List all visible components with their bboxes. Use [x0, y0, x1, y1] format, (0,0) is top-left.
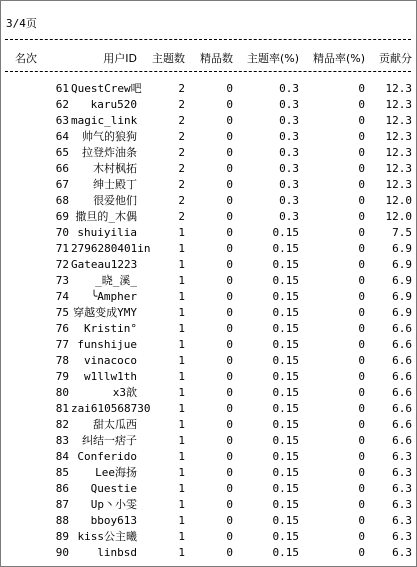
- table-row: [1, 433, 416, 449]
- table-row: [1, 417, 416, 433]
- cell-elite-rate: 0: [358, 242, 365, 255]
- cell-topics: 1: [178, 338, 185, 351]
- cell-score: 12.0: [385, 194, 412, 207]
- cell-topic-rate: 0.15: [272, 498, 299, 511]
- cell-rank: 84: [55, 450, 69, 463]
- table-row: [1, 273, 416, 289]
- cell-elite-rate: 0: [358, 434, 365, 447]
- cell-score: 12.3: [385, 178, 412, 191]
- cell-rank: 73: [55, 274, 69, 287]
- cell-topics: 2: [178, 178, 185, 191]
- cell-elite: 0: [226, 290, 233, 303]
- cell-topics: 1: [178, 514, 185, 527]
- cell-user-id: w1llw1th: [84, 370, 137, 383]
- cell-elite: 0: [226, 450, 233, 463]
- cell-elite: 0: [226, 82, 233, 95]
- cell-topics: 1: [178, 498, 185, 511]
- cell-elite: 0: [226, 210, 233, 223]
- cell-rank: 78: [55, 354, 69, 367]
- cell-topics: 1: [178, 466, 185, 479]
- table-row: [1, 129, 416, 145]
- cell-topic-rate: 0.3: [279, 178, 299, 191]
- cell-user-id: Conferido: [77, 450, 137, 463]
- cell-elite-rate: 0: [358, 482, 365, 495]
- cell-rank: 62: [55, 98, 69, 111]
- table-row: [1, 513, 416, 529]
- cell-rank: 83: [55, 434, 69, 447]
- cell-user-id: 甜太瓜西: [93, 418, 137, 431]
- cell-elite-rate: 0: [358, 194, 365, 207]
- cell-rank: 80: [55, 386, 69, 399]
- cell-elite: 0: [226, 322, 233, 335]
- cell-score: 6.6: [392, 370, 412, 383]
- cell-topics: 2: [178, 162, 185, 175]
- cell-score: 6.3: [392, 482, 412, 495]
- cell-score: 12.3: [385, 98, 412, 111]
- cell-elite: 0: [226, 114, 233, 127]
- cell-topics: 1: [178, 226, 185, 239]
- cell-rank: 87: [55, 498, 69, 511]
- cell-user-id: 拉登炸油条: [82, 146, 137, 159]
- cell-user-id: kiss公主曦: [77, 530, 137, 543]
- cell-score: 6.9: [392, 306, 412, 319]
- cell-topics: 1: [178, 242, 185, 255]
- table-row: [1, 465, 416, 481]
- cell-elite-rate: 0: [358, 210, 365, 223]
- cell-rank: 68: [55, 194, 69, 207]
- table-row: [1, 497, 416, 513]
- cell-elite: 0: [226, 178, 233, 191]
- cell-elite: 0: [226, 498, 233, 511]
- table-row: [1, 449, 416, 465]
- header-elite-rate: 精品率(%): [312, 52, 365, 65]
- cell-user-id: 帅气的狼狗: [82, 130, 137, 143]
- cell-user-id: 木村枫拓: [93, 162, 137, 175]
- cell-elite-rate: 0: [358, 114, 365, 127]
- cell-score: 12.3: [385, 146, 412, 159]
- cell-rank: 71: [55, 242, 69, 255]
- cell-rank: 90: [55, 546, 69, 559]
- cell-topic-rate: 0.15: [272, 306, 299, 319]
- table-row: [1, 241, 416, 257]
- cell-elite: 0: [226, 98, 233, 111]
- cell-topics: 2: [178, 98, 185, 111]
- cell-topics: 2: [178, 210, 185, 223]
- cell-topic-rate: 0.15: [272, 226, 299, 239]
- cell-rank: 89: [55, 530, 69, 543]
- table-row: [1, 337, 416, 353]
- cell-elite-rate: 0: [358, 178, 365, 191]
- cell-score: 12.3: [385, 82, 412, 95]
- cell-topic-rate: 0.15: [272, 434, 299, 447]
- cell-user-id: zai610568730: [71, 402, 151, 415]
- cell-topic-rate: 0.15: [272, 450, 299, 463]
- cell-score: 6.6: [392, 322, 412, 335]
- cell-elite: 0: [226, 370, 233, 383]
- cell-topics: 1: [178, 546, 185, 559]
- table-row: [1, 209, 416, 225]
- table-row: [1, 321, 416, 337]
- cell-elite: 0: [226, 418, 233, 431]
- cell-topic-rate: 0.15: [272, 386, 299, 399]
- cell-topic-rate: 0.15: [272, 402, 299, 415]
- cell-topics: 1: [178, 530, 185, 543]
- cell-user-id: Gateau1223: [71, 258, 138, 271]
- cell-rank: 88: [55, 514, 69, 527]
- cell-user-id: bboy613: [90, 514, 137, 527]
- cell-elite-rate: 0: [358, 82, 365, 95]
- cell-score: 12.3: [385, 114, 412, 127]
- table-row: [1, 81, 416, 97]
- cell-topic-rate: 0.15: [272, 466, 299, 479]
- cell-elite-rate: 0: [358, 306, 365, 319]
- cell-score: 12.3: [385, 162, 412, 175]
- cell-rank: 61: [55, 82, 69, 95]
- cell-elite: 0: [226, 466, 233, 479]
- cell-elite-rate: 0: [358, 498, 365, 511]
- cell-elite: 0: [226, 258, 233, 271]
- cell-elite: 0: [226, 194, 233, 207]
- cell-user-id: shuiyilia: [77, 226, 137, 239]
- cell-elite: 0: [226, 354, 233, 367]
- cell-elite-rate: 0: [358, 130, 365, 143]
- cell-topics: 1: [178, 482, 185, 495]
- cell-topics: 1: [178, 402, 185, 415]
- cell-score: 12.3: [385, 130, 412, 143]
- cell-elite: 0: [226, 226, 233, 239]
- cell-rank: 75: [55, 306, 69, 319]
- table-row: [1, 225, 416, 241]
- table-row: [1, 113, 416, 129]
- cell-topic-rate: 0.15: [272, 338, 299, 351]
- cell-rank: 77: [55, 338, 69, 351]
- cell-rank: 81: [55, 402, 69, 415]
- cell-topic-rate: 0.15: [272, 418, 299, 431]
- cell-topic-rate: 0.3: [279, 114, 299, 127]
- table-row: [1, 529, 416, 545]
- cell-elite-rate: 0: [358, 418, 365, 431]
- cell-elite: 0: [226, 514, 233, 527]
- cell-user-id: Kristin°: [84, 322, 137, 335]
- cell-topic-rate: 0.15: [272, 370, 299, 383]
- cell-elite-rate: 0: [358, 274, 365, 287]
- cell-topics: 1: [178, 354, 185, 367]
- cell-score: 6.6: [392, 386, 412, 399]
- cell-topics: 2: [178, 82, 185, 95]
- cell-score: 6.3: [392, 450, 412, 463]
- cell-elite-rate: 0: [358, 546, 365, 559]
- cell-user-id: 绅士殿丁: [93, 178, 137, 191]
- cell-score: 12.0: [385, 210, 412, 223]
- table-row: [1, 353, 416, 369]
- cell-topic-rate: 0.3: [279, 98, 299, 111]
- table-row: [1, 177, 416, 193]
- cell-rank: 65: [55, 146, 69, 159]
- cell-user-id: funshijue: [77, 338, 137, 351]
- table-row: [1, 385, 416, 401]
- cell-elite: 0: [226, 482, 233, 495]
- cell-topic-rate: 0.15: [272, 242, 299, 255]
- cell-rank: 67: [55, 178, 69, 191]
- header-dashed-rule: [5, 71, 411, 72]
- cell-topic-rate: 0.3: [279, 194, 299, 207]
- cell-user-id: _晓_溪_: [95, 274, 137, 287]
- cell-user-id: linbsd: [97, 546, 137, 559]
- cell-user-id: QuestCrew吧: [71, 82, 142, 95]
- cell-elite: 0: [226, 530, 233, 543]
- cell-elite-rate: 0: [358, 162, 365, 175]
- cell-score: 7.5: [392, 226, 412, 239]
- cell-rank: 66: [55, 162, 69, 175]
- cell-rank: 74: [55, 290, 69, 303]
- table-row: [1, 369, 416, 385]
- cell-elite-rate: 0: [358, 146, 365, 159]
- cell-elite-rate: 0: [358, 322, 365, 335]
- cell-topics: 2: [178, 114, 185, 127]
- page-indicator: 3/4页: [6, 17, 37, 30]
- cell-elite: 0: [226, 386, 233, 399]
- cell-topic-rate: 0.15: [272, 274, 299, 287]
- cell-elite-rate: 0: [358, 370, 365, 383]
- cell-user-id: Up丶小雯: [90, 498, 137, 511]
- cell-topics: 1: [178, 322, 185, 335]
- cell-score: 6.6: [392, 418, 412, 431]
- cell-elite-rate: 0: [358, 450, 365, 463]
- cell-topics: 1: [178, 258, 185, 271]
- header-elite: 精品数: [200, 52, 233, 65]
- cell-elite: 0: [226, 546, 233, 559]
- table-row: [1, 193, 416, 209]
- cell-topic-rate: 0.15: [272, 290, 299, 303]
- cell-topic-rate: 0.3: [279, 162, 299, 175]
- table-row: [1, 305, 416, 321]
- header-user-id: 用户ID: [103, 52, 137, 65]
- cell-user-id: karu520: [90, 98, 137, 111]
- cell-topics: 1: [178, 370, 185, 383]
- cell-elite: 0: [226, 274, 233, 287]
- cell-elite-rate: 0: [358, 290, 365, 303]
- header-topics: 主题数: [152, 52, 185, 65]
- cell-topics: 1: [178, 274, 185, 287]
- cell-topics: 1: [178, 418, 185, 431]
- cell-elite-rate: 0: [358, 466, 365, 479]
- cell-topics: 1: [178, 290, 185, 303]
- cell-score: 6.3: [392, 514, 412, 527]
- cell-elite: 0: [226, 130, 233, 143]
- cell-elite: 0: [226, 434, 233, 447]
- cell-elite-rate: 0: [358, 98, 365, 111]
- table-header: [1, 51, 416, 67]
- cell-topic-rate: 0.15: [272, 482, 299, 495]
- table-row: [1, 481, 416, 497]
- cell-score: 6.3: [392, 546, 412, 559]
- cell-score: 6.3: [392, 466, 412, 479]
- cell-elite: 0: [226, 162, 233, 175]
- cell-topics: 1: [178, 306, 185, 319]
- cell-rank: 64: [55, 130, 69, 143]
- cell-elite-rate: 0: [358, 354, 365, 367]
- cell-topic-rate: 0.15: [272, 514, 299, 527]
- cell-elite: 0: [226, 338, 233, 351]
- cell-score: 6.6: [392, 338, 412, 351]
- cell-score: 6.6: [392, 434, 412, 447]
- cell-elite-rate: 0: [358, 338, 365, 351]
- cell-topics: 1: [178, 434, 185, 447]
- cell-score: 6.3: [392, 498, 412, 511]
- cell-rank: 72: [55, 258, 69, 271]
- cell-elite: 0: [226, 306, 233, 319]
- cell-user-id: Lee海扬: [95, 466, 137, 479]
- cell-user-id: magic_link: [71, 114, 138, 127]
- table-row: [1, 145, 416, 161]
- cell-elite-rate: 0: [358, 258, 365, 271]
- cell-elite: 0: [226, 146, 233, 159]
- cell-user-id: ╰Ampher: [90, 290, 137, 303]
- cell-topic-rate: 0.15: [272, 322, 299, 335]
- cell-user-id: 很爱他们: [93, 194, 137, 207]
- cell-elite-rate: 0: [358, 386, 365, 399]
- cell-score: 6.6: [392, 354, 412, 367]
- table-row: [1, 401, 416, 417]
- cell-topic-rate: 0.3: [279, 210, 299, 223]
- cell-rank: 85: [55, 466, 69, 479]
- cell-user-id: vinacoco: [84, 354, 137, 367]
- cell-elite: 0: [226, 402, 233, 415]
- cell-rank: 69: [55, 210, 69, 223]
- cell-rank: 79: [55, 370, 69, 383]
- cell-topics: 2: [178, 194, 185, 207]
- cell-elite-rate: 0: [358, 226, 365, 239]
- cell-rank: 63: [55, 114, 69, 127]
- cell-user-id: 纠结一痞子: [82, 434, 137, 447]
- cell-topic-rate: 0.15: [272, 354, 299, 367]
- cell-user-id: 2796280401in: [71, 242, 151, 255]
- cell-elite-rate: 0: [358, 530, 365, 543]
- table-row: [1, 289, 416, 305]
- cell-score: 6.9: [392, 258, 412, 271]
- table-row: [1, 97, 416, 113]
- table-row: [1, 257, 416, 273]
- header-score: 贡献分: [379, 52, 412, 65]
- cell-rank: 86: [55, 482, 69, 495]
- header-rank: 名次: [15, 52, 37, 65]
- header-topic-rate: 主题率(%): [246, 52, 299, 65]
- cell-score: 6.9: [392, 242, 412, 255]
- cell-user-id: Questie: [90, 482, 137, 495]
- cell-rank: 76: [55, 322, 69, 335]
- cell-elite-rate: 0: [358, 402, 365, 415]
- cell-score: 6.9: [392, 274, 412, 287]
- cell-elite: 0: [226, 242, 233, 255]
- cell-topic-rate: 0.3: [279, 146, 299, 159]
- cell-topics: 2: [178, 130, 185, 143]
- cell-topics: 2: [178, 146, 185, 159]
- cell-score: 6.9: [392, 290, 412, 303]
- table-row: [1, 545, 416, 561]
- cell-elite-rate: 0: [358, 514, 365, 527]
- top-dashed-rule: [5, 39, 411, 40]
- table-row: [1, 161, 416, 177]
- cell-topic-rate: 0.15: [272, 530, 299, 543]
- cell-rank: 70: [55, 226, 69, 239]
- cell-topic-rate: 0.15: [272, 258, 299, 271]
- cell-rank: 82: [55, 418, 69, 431]
- cell-topic-rate: 0.3: [279, 130, 299, 143]
- cell-topics: 1: [178, 386, 185, 399]
- cell-score: 6.6: [392, 402, 412, 415]
- cell-topic-rate: 0.15: [272, 546, 299, 559]
- cell-topic-rate: 0.3: [279, 82, 299, 95]
- cell-topics: 1: [178, 450, 185, 463]
- cell-user-id: x3歆: [112, 386, 137, 399]
- cell-score: 6.3: [392, 530, 412, 543]
- cell-user-id: 撒旦的_木偶: [75, 210, 137, 223]
- cell-user-id: 穿越变成YMY: [73, 306, 137, 319]
